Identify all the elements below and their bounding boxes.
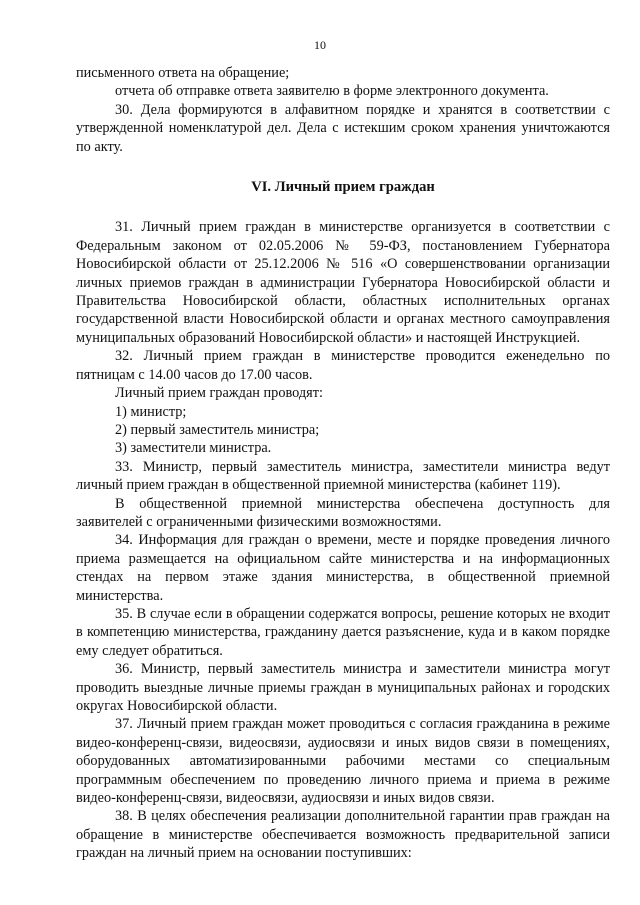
list-item-3: 3) заместители министра. [115, 440, 272, 457]
paragraph-32: 32. Личный прием граждан в министерстве проводится еженедельно по пятницам с 14.00 часов до 17.00 часов. [76, 348, 610, 383]
paragraph-reception-conductors: Личный прием граждан проводят: [115, 385, 323, 402]
paragraph-top-2: отчета об отправке ответа заявителю в форме электронного документа. [115, 83, 549, 100]
paragraph-33: 33. Министр, первый заместитель министра, заместители министра ведут личный прием граждан в общественной приемной министерства (кабинет 119). [76, 458, 610, 494]
paragraph-accessibility: В общественной приемной министерства обеспечена доступность для заявителей с ограниченными физическими возможностями. [76, 495, 610, 530]
paragraph-30: 30. Дела формируются в алфавитном порядке и хранятся в соответствии с утвержденной номенклатурой дел. Дела с истекшим сроком хранения уничтожаются по акту. [76, 101, 610, 155]
page-number: 10 [314, 38, 326, 52]
paragraph-top-1: письменного ответа на обращение; [76, 65, 290, 81]
paragraph-31: 31. Личный прием граждан в министерстве организуется в соответствии с Федеральным законом от 02.05.2006 № 59-ФЗ, постановлением Губернатора Новосибирской области от 25.12.2006 № 516 «О совершенствовании организации личных приемов граждан в администрации Губернатора Новосибирской области и Правительства Новосибирской области, областных исполнительных органах государственной власти Новосибирской области и органах местного самоуправления муниципальных образований Новосибирской области» и настоящей Инструкцией. [76, 219, 610, 346]
paragraph-38: 38. В целях обеспечения реализации дополнительной гарантии прав граждан на обращение в министерстве обеспечивается возможность предварительной записи граждан на личный прием на основании поступивших: [76, 808, 610, 862]
list-item-1: 1) министр; [115, 403, 187, 420]
paragraph-35: 35. В случае если в обращении содержатся вопросы, решение которых не входит в компетенцию министерства, гражданину дается разъяснение, куда и в каком порядке ему следует обратиться. [76, 605, 610, 659]
document-body [76, 64, 610, 863]
section-heading: VI. Личный прием граждан [251, 179, 435, 196]
paragraph-37: 37. Личный прием граждан может проводиться с согласия гражданина в режиме видео-конференц-связи, видеосвязи, аудиосвязи и иных видов связи в помещениях, оборудованных автоматизированными рабочими местами со специальным программным обеспечением по проведению личного приема и приема в режиме видео-конференц-связи, видеосвязи, аудиосвязи и иных видов связи. [76, 716, 610, 807]
list-item-2: 2) первый заместитель министра; [115, 421, 320, 438]
paragraph-36: 36. Министр, первый заместитель министра и заместители министра могут проводить выездные личные приемы граждан в муниципальных районах и городских округах Новосибирской области. [76, 661, 610, 714]
paragraph-34: 34. Информация для граждан о времени, месте и порядке проведения личного приема размещается на официальном сайте министерства и на информационных стендах на первом этаже здания министерства, в общественной приемной министерства. [76, 532, 610, 604]
